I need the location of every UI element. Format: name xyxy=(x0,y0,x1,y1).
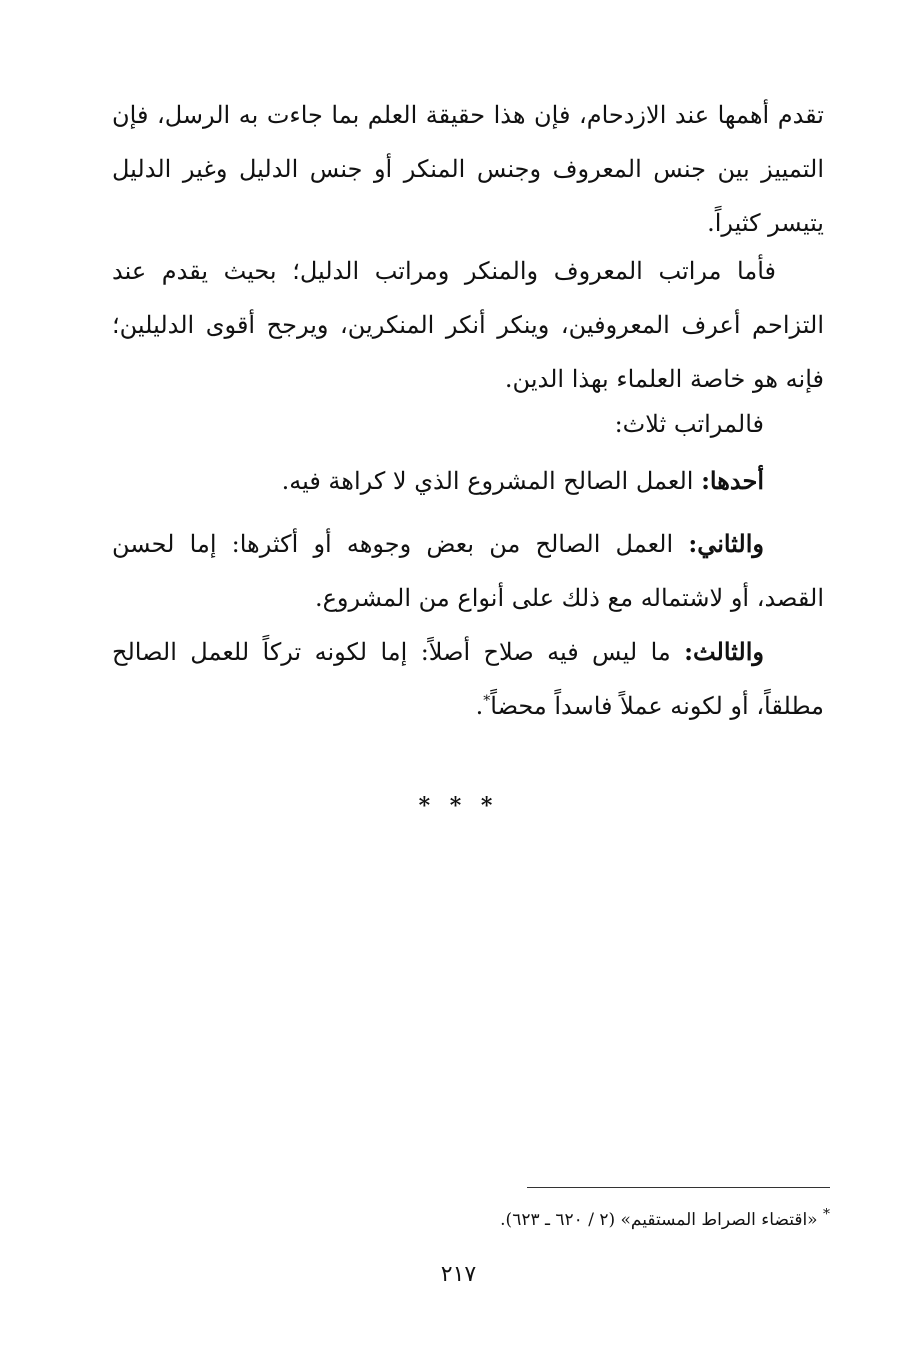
paragraph-6 xyxy=(112,625,824,733)
paragraph-5-text: العمل الصالح من بعض وجوهه أو أكثرها: إما لحسن القصد، أو لاشتماله مع ذلك على أنواع من المشروع. xyxy=(112,530,824,612)
section-separator: * * * xyxy=(418,793,499,819)
footnote-text: «اقتضاء الصراط المستقيم» (٢ / ٦٢٠ ـ ٦٢٣). xyxy=(500,1210,818,1230)
paragraph-4-lead: أحدها: xyxy=(701,466,764,495)
main-text xyxy=(112,88,824,250)
main-text-2 xyxy=(112,244,824,406)
page-number: ٢١٧ xyxy=(440,1262,477,1287)
footnote-reference-mark: * xyxy=(483,693,491,709)
paragraph-1: تقدم أهمها عند الازدحام، فإن هذا حقيقة العلم بما جاءت به الرسل، فإن التمييز بين جنس المعروف وجنس المنكر أو جنس الدليل وغير الدليل يتيسر كثيراً. xyxy=(112,101,824,237)
paragraph-3: فالمراتب ثلاث: xyxy=(614,410,764,438)
paragraph-6-text: ما ليس فيه صلاح أصلاً: إما لكونه تركاً للعمل الصالح مطلقاً، أو لكونه عملاً فاسداً محضاً xyxy=(112,638,824,720)
footnote-mark: * xyxy=(823,1206,830,1223)
paragraph-5-lead: والثاني: xyxy=(688,529,764,558)
footnote xyxy=(300,1206,830,1234)
paragraph-6-lead: والثالث: xyxy=(684,637,764,666)
paragraph-4 xyxy=(112,454,824,508)
paragraph-6-end: . xyxy=(475,692,484,720)
main-text-6 xyxy=(112,625,824,733)
footnote-divider xyxy=(527,1187,830,1188)
main-text-4 xyxy=(112,454,824,508)
paragraph-5 xyxy=(112,517,824,625)
paragraph-4-text: العمل الصالح المشروع الذي لا كراهة فيه. xyxy=(281,467,702,495)
main-text-3 xyxy=(112,397,824,451)
main-text-5 xyxy=(112,517,824,625)
paragraph-2: فأما مراتب المعروف والمنكر ومراتب الدليل؛ بحيث يقدم عند التزاحم أعرف المعروفين، وينكر أنكر المنكرين، ويرجح أقوى الدليلين؛ فإنه هو خاصة العلماء بهذا الدين. xyxy=(112,257,824,393)
